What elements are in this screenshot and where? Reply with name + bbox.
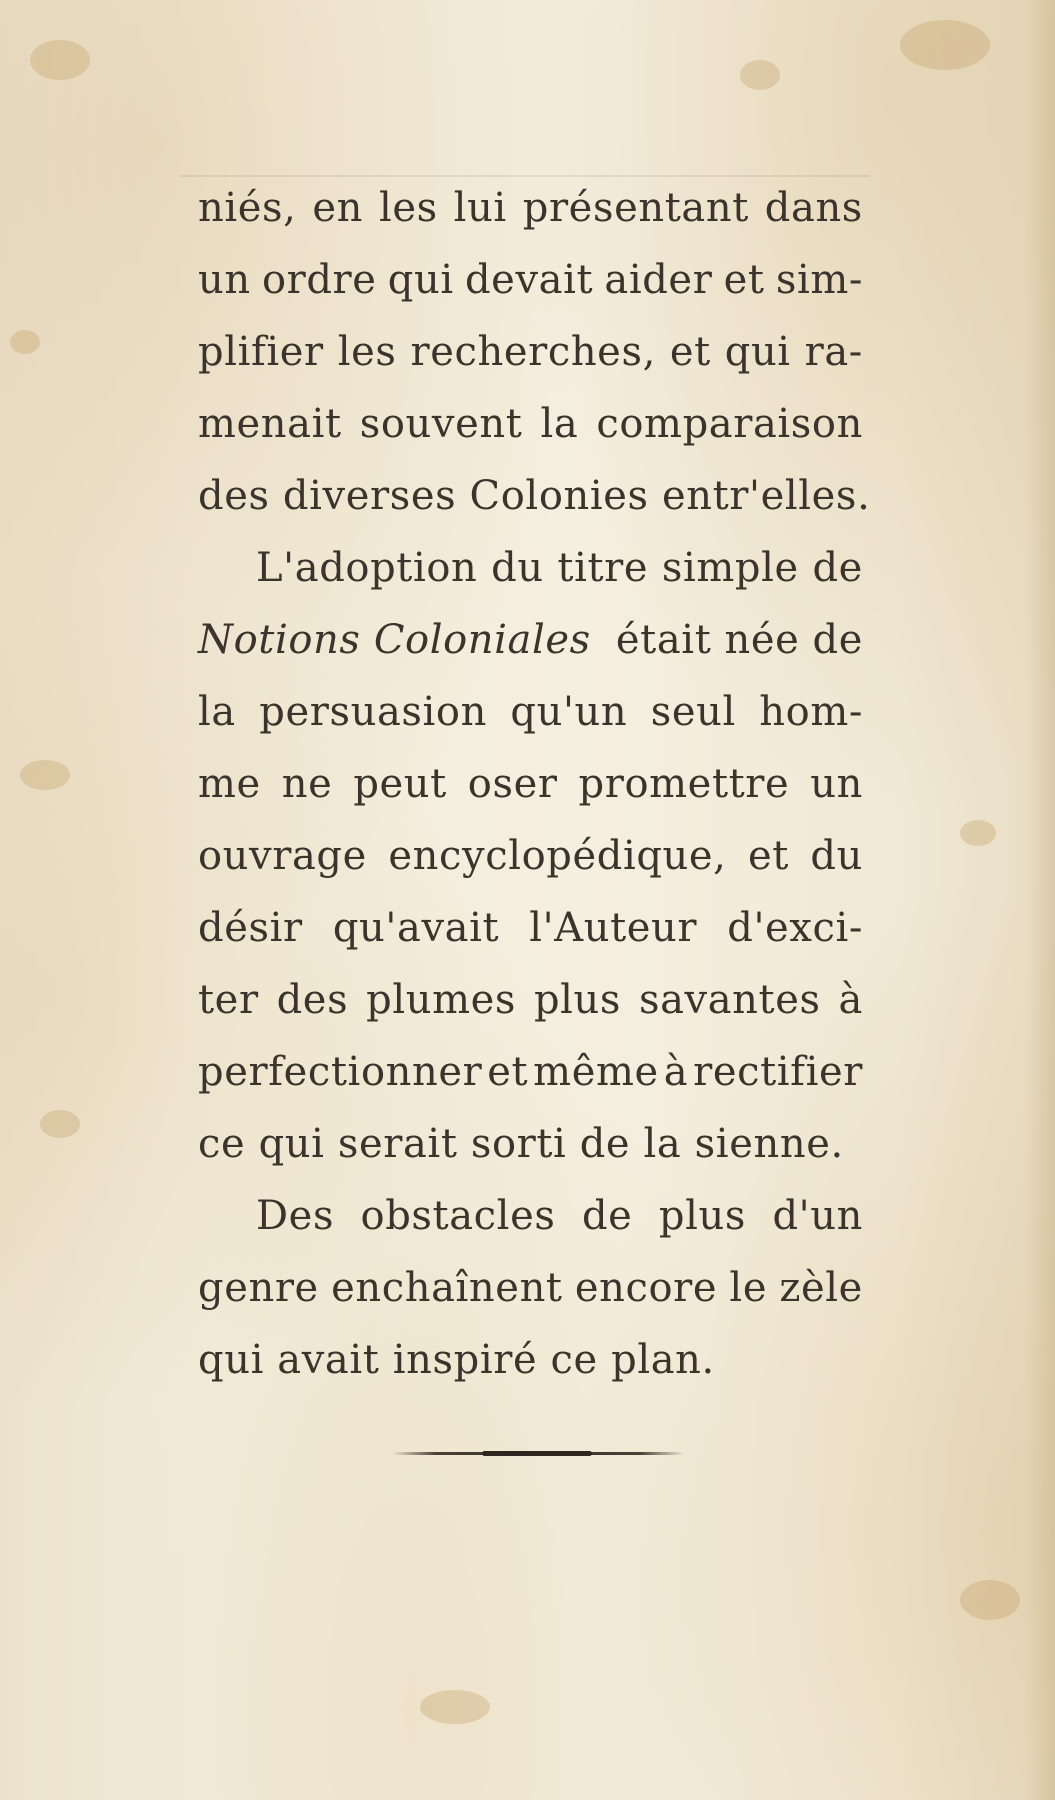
word: d'exci- (727, 905, 863, 951)
word: l'Auteur (529, 905, 698, 951)
word: plifier (198, 329, 324, 375)
word: menait (198, 401, 342, 447)
word: seul (650, 689, 736, 735)
word: Des (256, 1193, 335, 1239)
word: niés, (198, 185, 297, 231)
word: persuasion (259, 689, 487, 735)
foxing-stain (900, 20, 990, 70)
paragraph-end-line: ce qui serait sorti de la sienne. (198, 1121, 844, 1167)
word: et (669, 329, 711, 375)
word: encore (574, 1265, 718, 1311)
word: un (198, 257, 251, 303)
paragraph-end-line: qui avait inspiré ce plan. (198, 1337, 715, 1383)
word: du (491, 545, 544, 591)
text-line-16 (198, 1252, 863, 1324)
word: rectifier (693, 1049, 863, 1095)
text-line-15 (198, 1180, 863, 1252)
word: me (198, 761, 261, 807)
word: ne (281, 761, 333, 807)
word: présentant (522, 185, 749, 231)
word: du (810, 833, 863, 879)
word: souvent (359, 401, 523, 447)
foxing-stain (40, 1110, 80, 1138)
page-text (198, 172, 871, 1396)
word: ter (198, 977, 259, 1023)
text-line-13 (198, 1036, 863, 1108)
word: titre (557, 545, 649, 591)
text-line-1 (198, 172, 863, 244)
foxing-stain (30, 40, 90, 80)
word: même (533, 1049, 659, 1095)
word: lui (453, 185, 507, 231)
word: peut (353, 761, 447, 807)
word: à (663, 1049, 689, 1095)
word: savantes (638, 977, 821, 1023)
word: à (838, 977, 863, 1023)
word: ordre (261, 257, 377, 303)
word: de (581, 1193, 633, 1239)
word: née (724, 617, 800, 663)
text-line-8 (198, 676, 863, 748)
foxing-stain (420, 1690, 490, 1724)
word: les (337, 329, 397, 375)
word: était (615, 617, 712, 663)
word: oser (467, 761, 558, 807)
word: de (812, 545, 863, 591)
text-line-14 (198, 1108, 863, 1180)
text-line-9 (198, 748, 863, 820)
word: encyclopédique, (388, 833, 727, 879)
text-line-12 (198, 964, 863, 1036)
word: et (723, 257, 765, 303)
text-line-17 (198, 1324, 863, 1396)
foxing-stain (960, 1580, 1020, 1620)
word: le (729, 1265, 768, 1311)
word: la (198, 689, 236, 735)
word: ra- (804, 329, 863, 375)
word: hom- (759, 689, 863, 735)
italic-title: Notions Coloniales (198, 617, 591, 663)
word: aider (604, 257, 713, 303)
text-line-7 (198, 604, 863, 676)
word: des (276, 977, 349, 1023)
word: obstacles (360, 1193, 556, 1239)
word: recherches, (410, 329, 656, 375)
word: perfectionner (198, 1049, 483, 1095)
paragraph-end-line: des diverses Colonies entr'elles. (198, 473, 871, 519)
word: les (378, 185, 438, 231)
word: un (810, 761, 863, 807)
text-line-11 (198, 892, 863, 964)
word: désir (198, 905, 303, 951)
word: et (747, 833, 789, 879)
text-line-10 (198, 820, 863, 892)
word: dans (764, 185, 863, 231)
word: promettre (578, 761, 790, 807)
foxing-stain (20, 760, 70, 790)
word: en (312, 185, 364, 231)
word: qu'un (510, 689, 628, 735)
word: qui (387, 257, 454, 303)
text-line-6 (198, 532, 863, 604)
text-line-2 (198, 244, 863, 316)
word: genre (198, 1265, 319, 1311)
word: simple (661, 545, 799, 591)
word: d'un (772, 1193, 863, 1239)
text-line-5 (198, 460, 871, 532)
text-line-4 (198, 388, 863, 460)
word: devait (464, 257, 594, 303)
page-edge-shadow (1025, 0, 1055, 1800)
word: qu'avait (332, 905, 500, 951)
section-end-rule (392, 1452, 684, 1455)
foxing-stain (10, 330, 40, 354)
word: de (812, 617, 863, 663)
foxing-stain (960, 820, 996, 846)
text-line-3 (198, 316, 863, 388)
word: zèle (779, 1265, 863, 1311)
word: ouvrage (198, 833, 367, 879)
word: enchaînent (331, 1265, 563, 1311)
word: plumes (366, 977, 517, 1023)
word: qui (724, 329, 791, 375)
word: comparaison (596, 401, 863, 447)
word: la (540, 401, 579, 447)
foxing-stain (740, 60, 780, 90)
word: plus (658, 1193, 746, 1239)
word: L'adoption (256, 545, 478, 591)
word: sim- (775, 257, 863, 303)
word: plus (533, 977, 622, 1023)
word: et (487, 1049, 529, 1095)
